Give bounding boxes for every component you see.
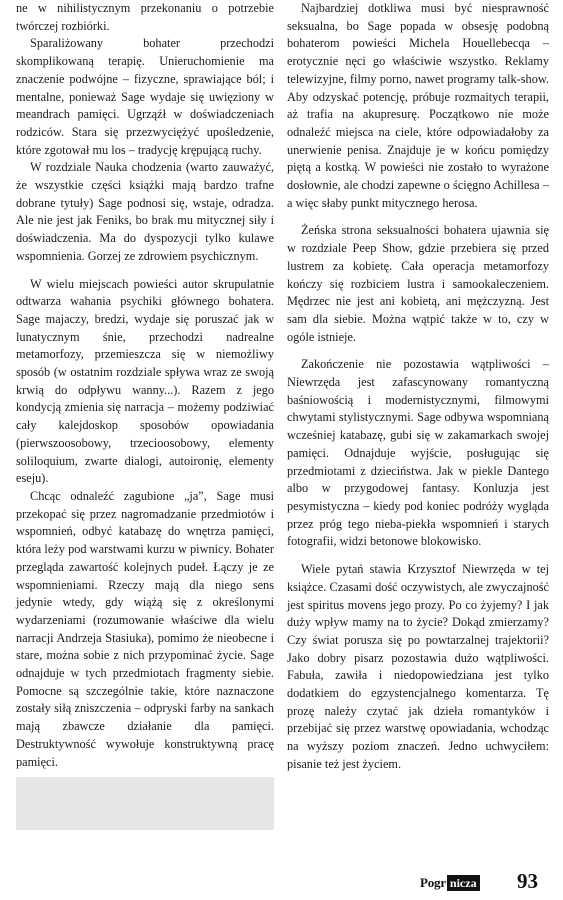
magazine-logo (420, 874, 480, 892)
right-column (287, 0, 549, 774)
paragraph: Najbardziej dotkliwa musi być niesprawność seksualna, bo Sage popada w obsesję podobną bohaterom powieści Michela Houellebecqa – erotycznie nęci go właściwie wszystko. Reklamy telewizyjne, filmy porno, nawet programy talk-show. Aby odzyskać potencję, próbuje rozmaitych terapii, aż trafia na akupresurę. Początkowo nie może odnaleźć miejsca na ciele, które odpowiadałoby za unerwienie penisa. Znajduje je w końcu pomiędzy piętą a kostką. W powieści nie zostało to wyrażone dosłownie, ale chodzi zapewne o ścięgno Achillesa – a więc słaby punkt mitycznego herosa. (287, 1, 549, 210)
paragraph: W rozdziale Nauka chodzenia (warto zauważyć, że wszystkie części książki mają bardzo trafne dobrane tytuły) Sage podnosi się, wstaje, odradza. Ale nie jest jak Feniks, bo brak mu mitycznej siły i doświadczenia. Ma do dyspozycji tylko kulawe wspomnienia. Gorzej ze zdrowiem psychicznym. (16, 160, 274, 263)
highlight-shade (16, 812, 274, 830)
paragraph: Chcąc odnaleźć zagubione „ja”, Sage musi przekopać się przez nagromadzanie przedmiotów i wspomnień, odbyć katabazę do wnętrza pamięci, która leży pod warstwami kurzu w piwnicy. Bohater przegląda zawartość kolejnych pudeł. Łączy je ze wspomnieniami. Rzeczy mają dla niego sens jedynie wtedy, gdy wiążą się z określonymi wydarzeniami (rozumowanie właściwe dla wielu narracji Andrzeja Stasiuka), pomimo że nieobecne i stare, można sobie z nich przypominać życie. Sage odnajduje w tych przedmiotach fragmenty siebie. Pomocne są szczególnie takie, które naznaczone zostały siłą zniszczenia – odpryski farby na sankach mają zbawcze działanie dla pamięci. Destruktywność wywołuje konstruktywną pracę pamięci. (16, 488, 274, 769)
left-column (16, 0, 274, 771)
highlight-shade (16, 795, 274, 813)
paragraph: ne w nihilistycznym przekonaniu o potrzebie twórczej rozbiórki. (16, 1, 274, 33)
paragraph: Żeńska strona seksualności bohatera ujawnia się w rozdziale Peep Show, gdzie przebiera się przed lustrem za kobietę. Cała operacja metamorfozy kończy się rozbiciem lustra i samookaleczeniem. Mędrzec nie jest ani kobietą, ani mężczyzną. Jest sam dla siebie. Można wątpić także w to, czy w ogóle istnieje. (287, 223, 549, 344)
paragraph: Sparaliżowany bohater przechodzi skomplikowaną terapię. Unieruchomienie ma znaczenie podwójne – fizyczne, sprawiające ból; i mentalne, ponieważ Sage wydaje się uwięziony w meandrach pamięci. Ugrząźł w doświadczeniach rodziców. Stara się przezwyciężyć upośledzenie, które zgotował mu los – tradycję krępującą ruchy. (16, 36, 274, 157)
paragraph: Zakończenie nie pozostawia wątpliwości – Niewrzęda jest zafascynowany romantyczną baśniowością i modernistycznymi, filmowymi chwytami stylistycznymi. Sage odbywa wspomnianą wcześniej katabazę, gubi się w zakamarkach swojej pamięci. Odnajduje wyjście, posługując się przedmiotami z dzieciństwa. Jak w piekle Dantego albo w przygodowej fantasy. Konluzja jest pesymistyczna – kiedy pod koniec podróży wygląda przez próg tego nieba-piekła wspomnień i starych fotografii, widzi betonowe blokowisko. (287, 357, 549, 549)
highlight-shade (16, 777, 274, 795)
paragraph: Wiele pytań stawia Krzysztof Niewrzęda w tej książce. Czasami dość oczywistych, ale zwyczajność jest spiritus movens jego prozy. Po co żyjemy? I jak duży wpływ mamy na to życie? Dokąd zmierzamy? Czy świat porusza się po powtarzalnej trajektorii? Jako dobry pisarz pozostawia dużo wątpliwości. Fabuła, zawiła i niedopowiedziana jest tylko dodatkiem do egzystencjalnego komentarza. Tę prozę należy czytać jak dzieła romantyków i przebijać się przez warstwę opowiadania, wchodząc na wyższy poziom znaczeń. Jedno uchwyciłem: pisanie też jest życiem. (287, 562, 549, 771)
logo-text-inverse: nicza (447, 875, 480, 891)
page-number: 93 (517, 869, 538, 893)
paragraph: W wielu miejscach powieści autor skrupulatnie odtwarza wahania psychiki głównego bohatera. Sage majaczy, bredzi, wydaje się poruszać jak w lunatycznym śnie, przechodzi nadrealne metamorfozy, przemieszcza się w niemożliwy sposób (w ostatnim rozdziale spływa wraz ze swoją krwią do odpływu wanny...). Razem z jego kondycją zmienia się narracja – możemy podziwiać cały kalejdoskop sposobów opowiadania (pierwszoosobowy, trzecioosobowy, elementy soliloquium, zwarte dialogi, autoironię, elementy eseju). (16, 276, 274, 486)
logo-text: Pogr (420, 875, 446, 890)
